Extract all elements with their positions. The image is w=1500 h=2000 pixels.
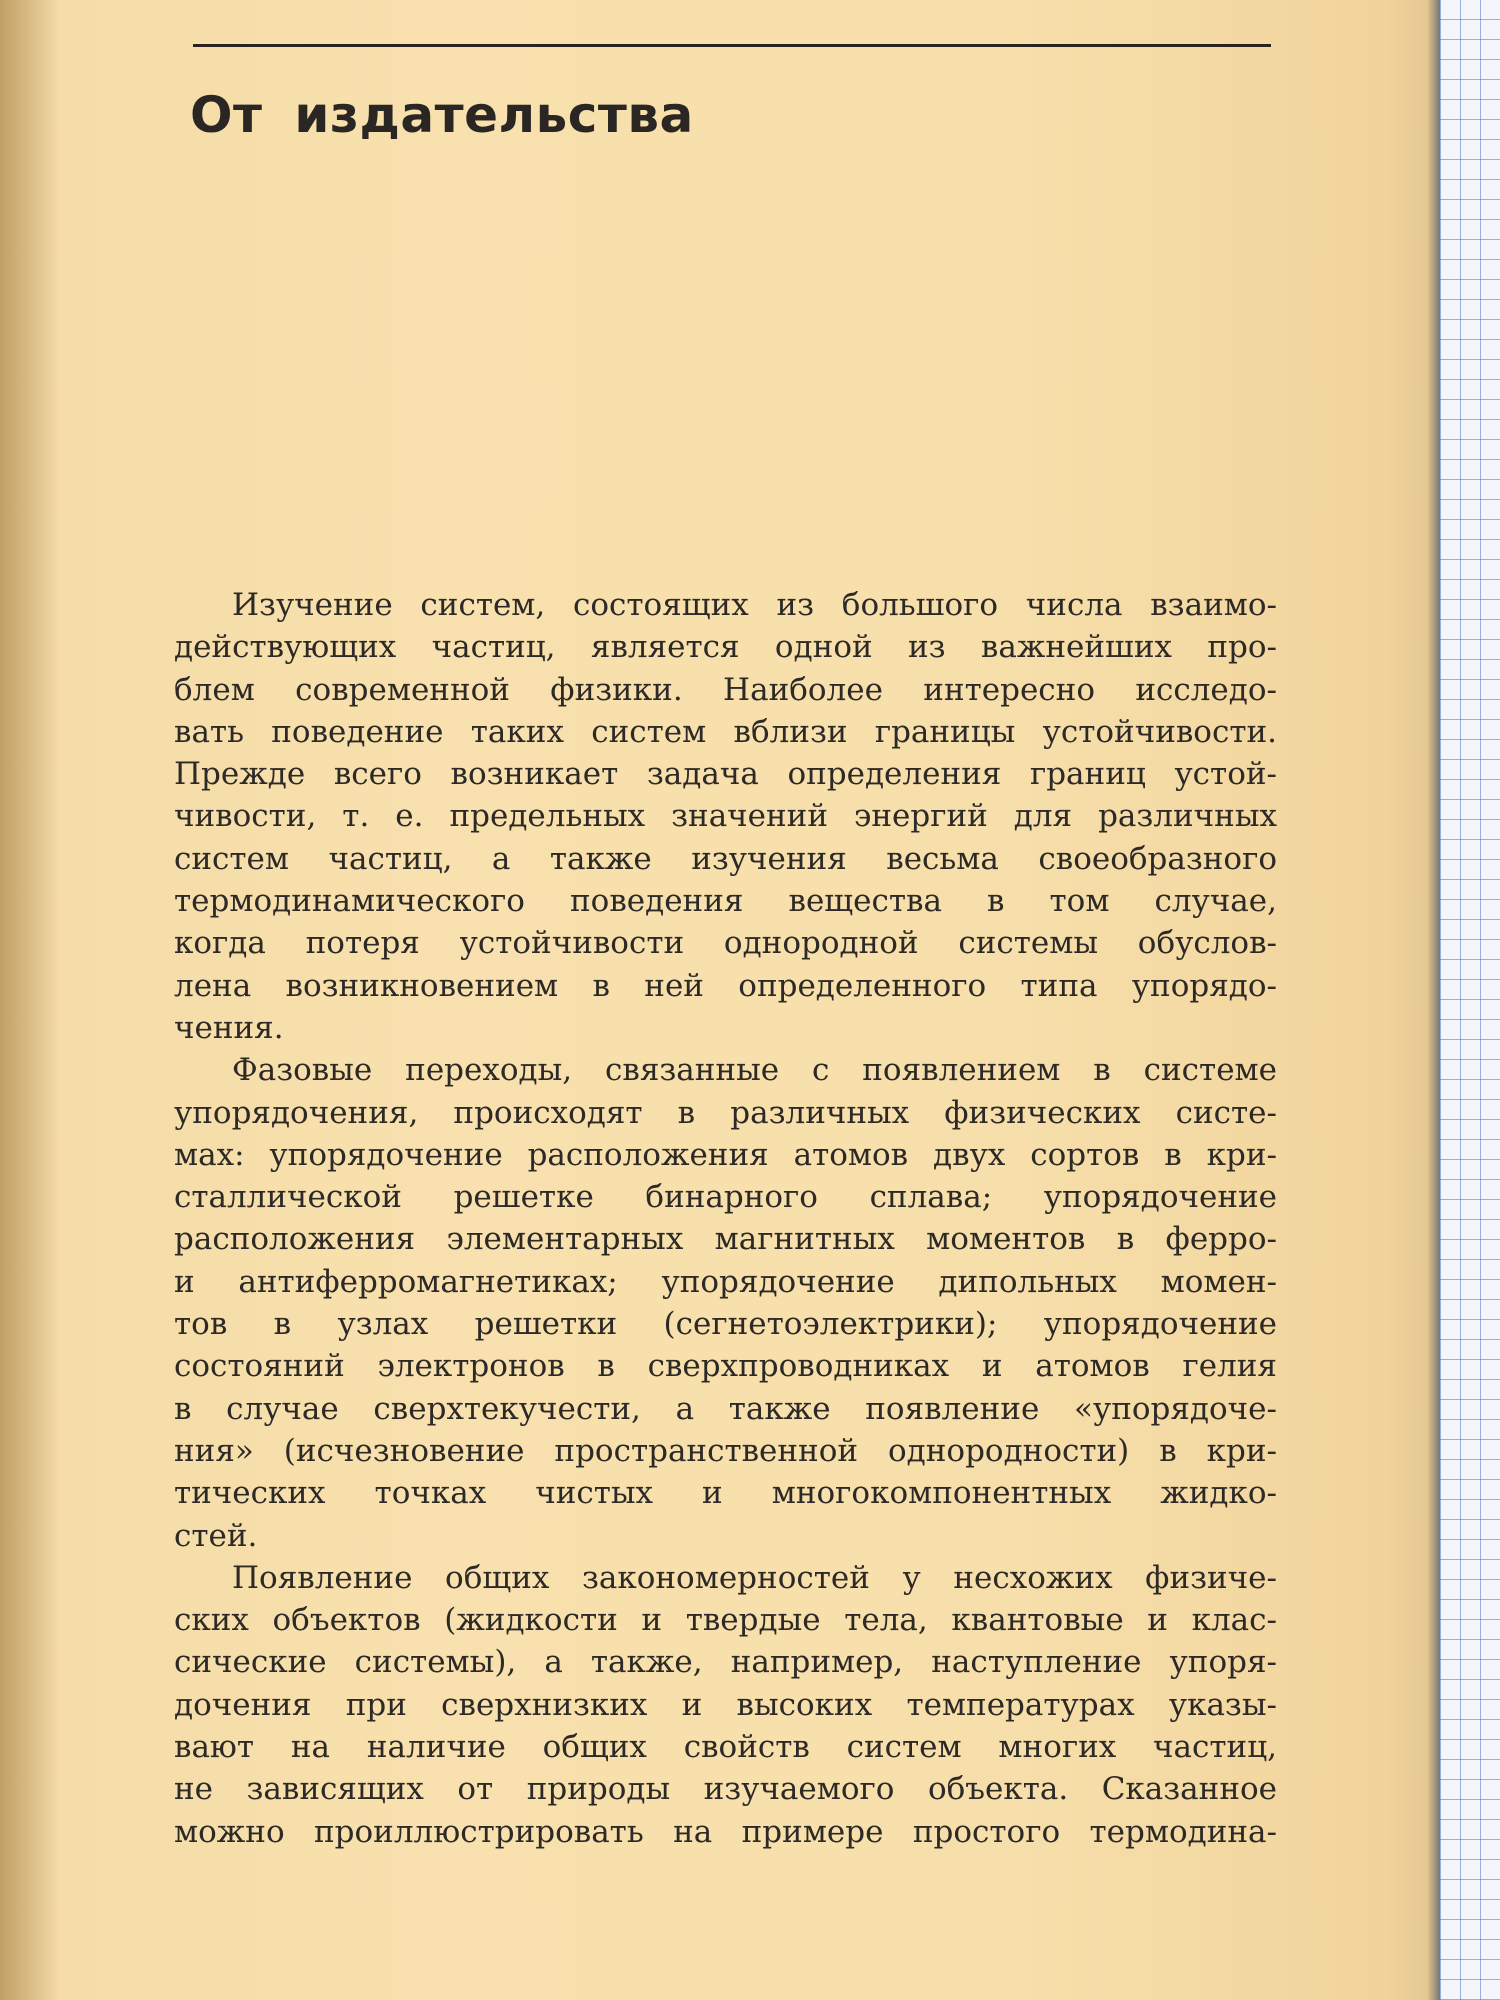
book-edge — [1428, 0, 1440, 2000]
body-text — [174, 584, 1277, 1853]
text-line: чения. — [174, 1009, 284, 1046]
text-line: не зависящих от природы изучаемого объекта. Сказанное — [174, 1771, 1277, 1808]
header-rule — [193, 44, 1271, 47]
text-line: можно проиллюстрировать на примере простого термодина- — [174, 1813, 1277, 1850]
text-line: тических точках чистых и многокомпонентных жидко- — [174, 1475, 1277, 1512]
text-line: действующих частиц, является одной из важнейших про- — [174, 629, 1277, 666]
text-line: сические системы), а также, например, наступление упоря- — [174, 1644, 1277, 1681]
text-line: и антиферромагнетиках; упорядочение дипольных момен- — [174, 1263, 1277, 1300]
text-line: Фазовые переходы, связанные с появлением в системе — [232, 1052, 1277, 1089]
spine-shadow — [0, 0, 60, 2000]
text-line: вают на наличие общих свойств систем многих частиц, — [174, 1729, 1277, 1766]
text-line: мах: упорядочение расположения атомов двух сортов в кри- — [174, 1136, 1277, 1173]
text-line: состояний электронов в сверхпроводниках и атомов гелия — [174, 1348, 1277, 1385]
text-line: ния» (исчезновение пространственной однородности) в кри- — [174, 1432, 1277, 1469]
text-line: расположения элементарных магнитных моментов в ферро- — [174, 1221, 1277, 1258]
text-line: Прежде всего возникает задача определения границ устой- — [174, 756, 1277, 793]
text-line: стей. — [174, 1517, 258, 1554]
text-line: в случае сверхтекучести, а также появление «упорядоче- — [174, 1390, 1277, 1427]
page-heading: От издательства — [190, 86, 694, 144]
text-line: блем современной физики. Наиболее интересно исследо- — [174, 671, 1277, 708]
text-line: упорядочения, происходят в различных физических систе- — [174, 1094, 1277, 1131]
text-line: тов в узлах решетки (сегнетоэлектрики); упорядочение — [174, 1306, 1277, 1343]
text-line: дочения при сверхнизких и высоких температурах указы- — [174, 1686, 1277, 1723]
paragraph-2 — [174, 1049, 1277, 1557]
text-line: систем частиц, а также изучения весьма своеобразного — [174, 840, 1277, 877]
text-line: вать поведение таких систем вблизи границы устойчивости. — [174, 713, 1277, 750]
text-line: сталлической решетке бинарного сплава; упорядочение — [174, 1179, 1277, 1216]
text-line: чивости, т. е. предельных значений энергий для различных — [174, 798, 1277, 835]
text-line: Изучение систем, состоящих из большого числа взаимо- — [232, 587, 1277, 623]
text-line: ских объектов (жидкости и твердые тела, квантовые и клас- — [174, 1602, 1277, 1639]
text-line: Появление общих закономерностей у несхожих физиче- — [232, 1559, 1277, 1596]
paragraph-3 — [174, 1557, 1277, 1853]
text-line: лена возникновением в ней определенного типа упорядо- — [174, 967, 1277, 1004]
paragraph-1 — [174, 584, 1277, 1049]
text-line: термодинамического поведения вещества в том случае, — [174, 883, 1277, 920]
text-line: когда потеря устойчивости однородной системы обуслов- — [174, 925, 1277, 962]
notebook-paper-background — [1440, 0, 1500, 2000]
